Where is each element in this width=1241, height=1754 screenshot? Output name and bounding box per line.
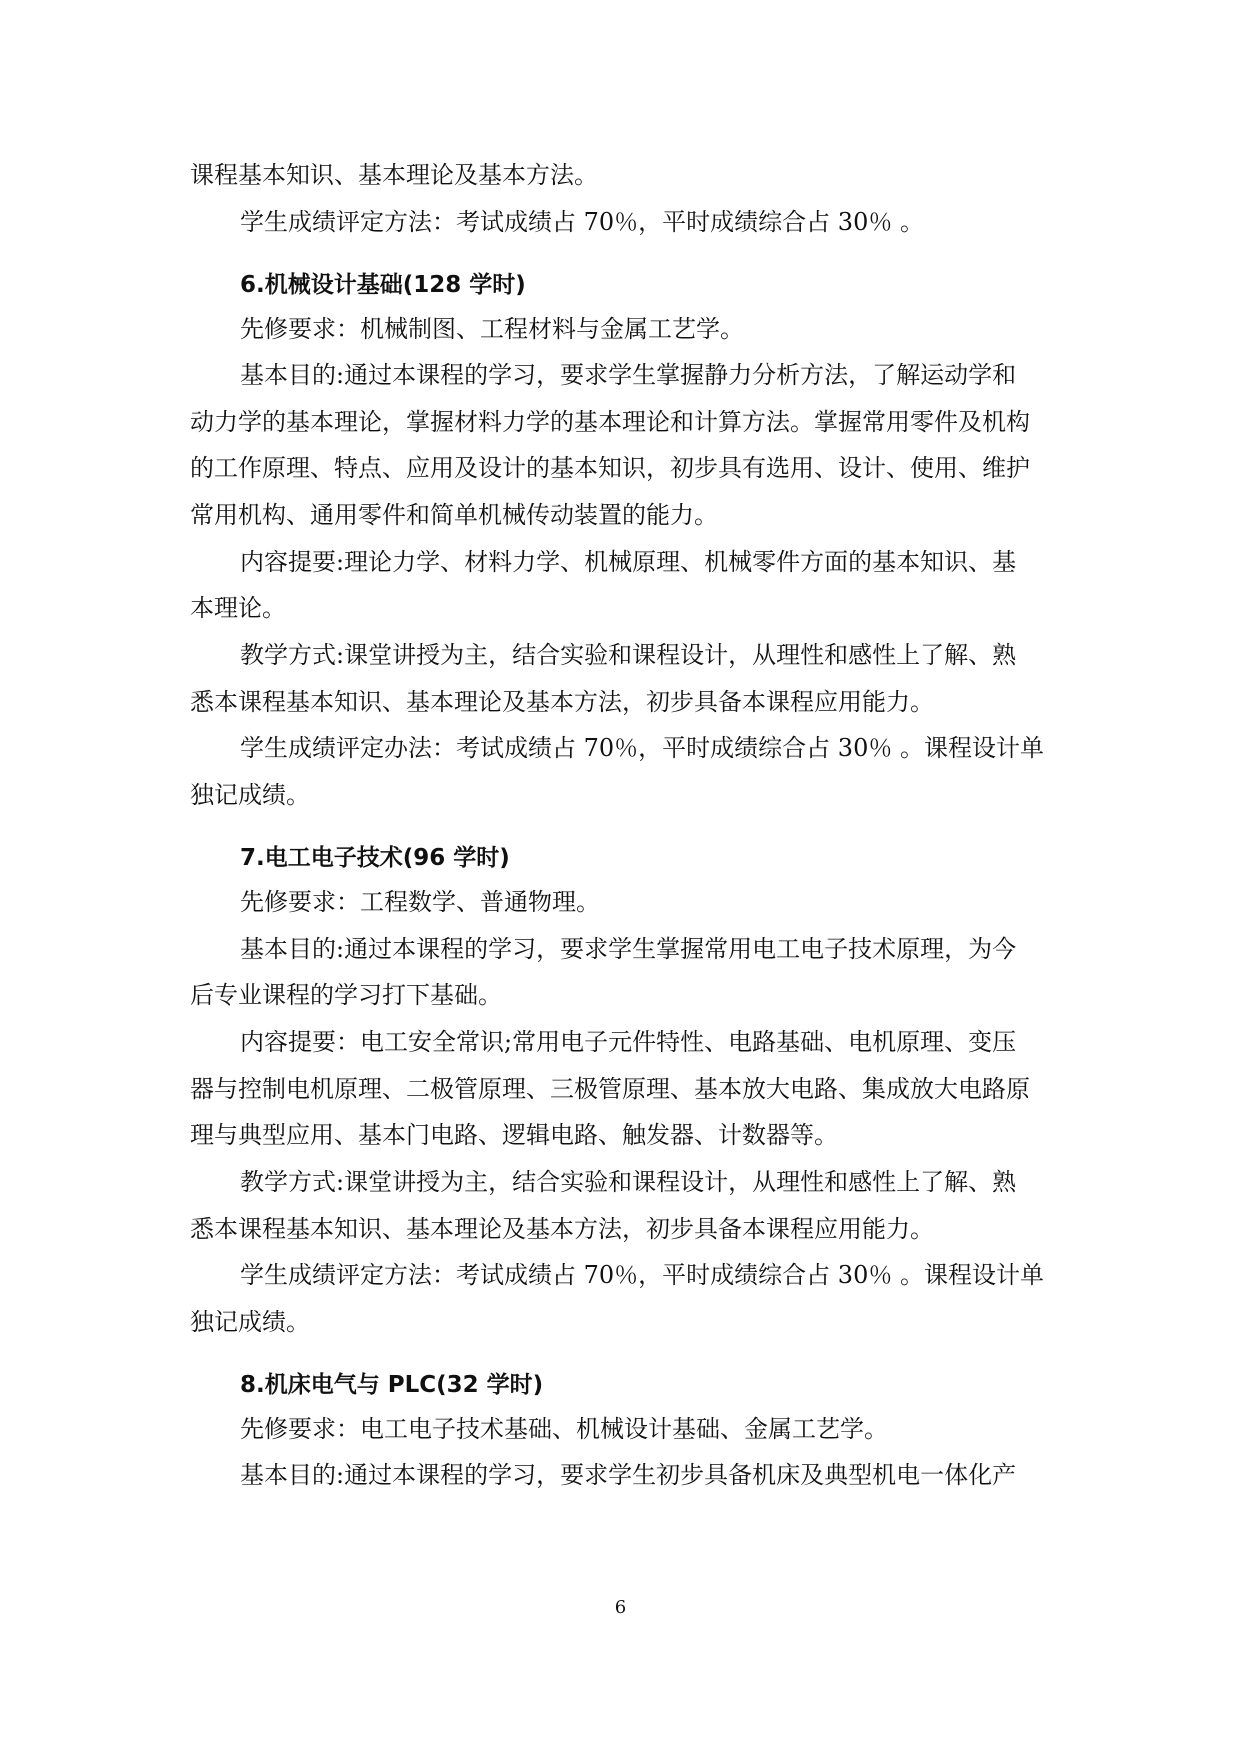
section-heading: 7.电工电子技术(96 学时)	[240, 845, 510, 871]
paragraph-line: 悉本课程基本知识、基本理论及基本方法，初步具备本课程应用能力。	[190, 1215, 934, 1243]
paragraph-line: 教学方式:课堂讲授为主，结合实验和课程设计，从理性和感性上了解、熟	[240, 641, 1017, 669]
paragraph-line: 教学方式:课堂讲授为主，结合实验和课程设计，从理性和感性上了解、熟	[240, 1168, 1017, 1196]
paragraph-line: 基本目的:通过本课程的学习，要求学生掌握静力分析方法，了解运动学和	[240, 361, 1017, 389]
paragraph-line: 本理论。	[190, 594, 286, 622]
paragraph-line: 器与控制电机原理、二极管原理、三极管原理、基本放大电路、集成放大电路原	[190, 1075, 1030, 1103]
paragraph-line: 内容提要：电工安全常识;常用电子元件特性、电路基础、电机原理、变压	[240, 1028, 1017, 1056]
paragraph-line: 独记成绩。	[190, 1308, 310, 1336]
paragraph-line: 先修要求：工程数学、普通物理。	[240, 888, 600, 916]
paragraph-line: 后专业课程的学习打下基础。	[190, 981, 502, 1009]
paragraph-line: 课程基本知识、基本理论及基本方法。	[190, 161, 598, 189]
paragraph-line: 的工作原理、特点、应用及设计的基本知识，初步具有选用、设计、使用、维护	[190, 454, 1030, 482]
grading-line: 学生成绩评定方法：考试成绩占 70％，平时成绩综合占 30％ 。	[240, 208, 924, 236]
section-heading: 8.机床电气与 PLC(32 学时)	[240, 1372, 544, 1398]
paragraph-line: 内容提要:理论力学、材料力学、机械原理、机械零件方面的基本知识、基	[240, 548, 1017, 576]
paragraph-line: 基本目的:通过本课程的学习，要求学生初步具备机床及典型机电一体化产	[240, 1461, 1017, 1489]
page-number: 6	[614, 1597, 627, 1618]
paragraph-line: 理与典型应用、基本门电路、逻辑电路、触发器、计数器等。	[190, 1121, 838, 1149]
paragraph-line: 学生成绩评定办法：考试成绩占 70％，平时成绩综合占 30％ 。课程设计单	[240, 734, 1044, 762]
paragraph-line: 常用机构、通用零件和简单机械传动装置的能力。	[190, 501, 718, 529]
section-heading: 6.机械设计基础(128 学时)	[240, 272, 526, 298]
paragraph-line: 学生成绩评定方法：考试成绩占 70％，平时成绩综合占 30％ 。课程设计单	[240, 1261, 1044, 1289]
paragraph-line: 基本目的:通过本课程的学习，要求学生掌握常用电工电子技术原理，为今	[240, 935, 1017, 963]
paragraph-line: 动力学的基本理论，掌握材料力学的基本理论和计算方法。掌握常用零件及机构	[190, 408, 1030, 436]
paragraph-line: 悉本课程基本知识、基本理论及基本方法，初步具备本课程应用能力。	[190, 688, 934, 716]
paragraph-line: 独记成绩。	[190, 781, 310, 809]
paragraph-line: 先修要求：电工电子技术基础、机械设计基础、金属工艺学。	[240, 1415, 888, 1443]
paragraph-line: 先修要求：机械制图、工程材料与金属工艺学。	[240, 315, 744, 343]
